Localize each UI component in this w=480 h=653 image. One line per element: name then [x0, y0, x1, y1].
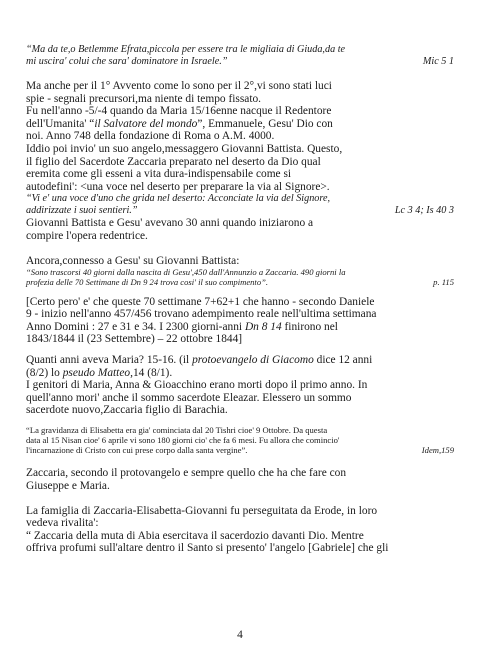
paragraph-baptist	[26, 255, 454, 288]
text-line: La famiglia di Zaccaria-Elisabetta-Giovanni fu perseguitata da Erode, in loro	[26, 504, 378, 517]
quote-reference: p. 115	[433, 277, 454, 288]
text-line: autodefini': <una voce nel deserto per preparare la via al Signore>.	[26, 180, 330, 193]
text-line: 9 - inizio nell'anno 457/456 trovano adempimento reale nell'ultima settimana	[26, 308, 377, 321]
text-line: [Certo pero' e' che queste 70 settimane 7+62+1 che hanno - secondo Daniele	[26, 295, 375, 308]
text-line: offriva profumi sull'altare dentro il Santo si presento' l'angelo [Gabriele] che gli	[26, 542, 389, 555]
paragraph-seventy-weeks	[26, 296, 454, 346]
quote-line	[26, 56, 454, 68]
paragraph-zaccaria	[26, 467, 454, 492]
text-line: Giuseppe e Maria.	[26, 480, 110, 493]
opening-quote	[26, 44, 454, 68]
inline-quote-line: “Vi e' una voce d'uno che grida nel deserto: Acconciate la via del Signore,	[26, 193, 331, 205]
paragraph-elisabetta-quote	[26, 425, 454, 456]
text-line: Zaccaria, secondo il protovangelo e sempre quello che ha che fare con	[26, 467, 347, 480]
text-line: Fu nell'anno -5/-4 quando da Maria 15/16enne nacque il Redentore	[26, 105, 332, 118]
text-run: finirono nel	[284, 320, 338, 333]
text-line: Iddio poi invio' un suo angelo,messaggero Giovanni Battista. Questo,	[26, 142, 343, 155]
quote-line: “Ma da te,o Betlemme Efrata,piccola per essere tra le migliaia di Giuda,da te	[26, 44, 346, 55]
small-quote-line: “Sono trascorsi 40 giorni dalla nascita di Gesu',450 dall'Annunzio a Zaccaria. 490 giorni la	[26, 267, 346, 278]
small-quote-line	[26, 277, 454, 287]
text-line: spie - segnali precursori,ma niente di tempo fissato.	[26, 92, 262, 105]
text-run: ”, Emmanuele, Gesu' Dio con	[197, 117, 333, 130]
quote-reference: Idem,159	[421, 445, 454, 456]
quote-text: l'incarnazione di Cristo con cui prese corpo dalla santa vergine”.	[26, 445, 248, 456]
text-line: Giovanni Battista e Gesu' avevano 30 anni quando iniziarono a	[26, 217, 314, 230]
text-line: il figlio del Sacerdote Zaccaria preparato nel deserto da Dio qual	[26, 155, 321, 168]
text-line: vedeva rivalita':	[26, 517, 99, 530]
quote-reference: Mic 5 1	[422, 56, 454, 67]
text-run: (8/2) lo	[26, 366, 60, 379]
quote-text: mi uscira' colui che sara' dominatore in Israele.”	[26, 56, 228, 67]
paragraph-maria-age	[26, 354, 454, 417]
text-run: Anno Domini : 27 e 31 e 34. I 2300 giorni-anni	[26, 320, 243, 333]
text-line	[26, 367, 454, 380]
text-run: Quanti anni aveva Maria? 15-16. (il	[26, 353, 190, 366]
text-line	[26, 321, 454, 334]
inline-quote-line	[26, 205, 454, 217]
text-line: I genitori di Maria, Anna & Gioacchino erano morti dopo il primo anno. In	[26, 379, 368, 392]
paragraph-advent	[26, 80, 454, 243]
italic-title: il Salvatore del mondo	[94, 117, 198, 130]
text-line: compire l'opera redentrice.	[26, 229, 148, 242]
quote-text: profezia delle 70 Settimane di Dn 9 24 trova cosi' il suo compimento”.	[26, 277, 269, 288]
text-line	[26, 354, 454, 367]
small-text-line	[26, 445, 454, 455]
italic-title: protoevangelo di Giacomo	[192, 353, 314, 366]
text-line: eremita come gli esseni a vita dura-indispensabile come si	[26, 168, 292, 181]
scripture-reference: Dn 8 14	[244, 320, 282, 333]
text-run: 14 (8/1).	[132, 366, 173, 379]
text-line: noi. Anno 748 della fondazione di Roma o A.M. 4000.	[26, 130, 275, 143]
text-line	[26, 118, 454, 131]
paragraph-family	[26, 505, 454, 555]
text-line: 1843/1844 il (23 Settembre) – 22 ottobre 1844]	[26, 333, 243, 346]
page-number: 4	[237, 629, 243, 641]
text-run: dice 12 anni	[316, 353, 373, 366]
text-line: sacerdote nuovo,Zaccaria figlio di Barachia.	[26, 404, 228, 417]
quote-text: addirizzate i suoi sentieri.”	[26, 205, 138, 217]
quote-reference: Lc 3 4; Is 40 3	[394, 205, 454, 217]
text-line: Ma anche per il 1° Avvento come lo sono per il 2°,vi sono stati luci	[26, 80, 332, 92]
small-text-line: “La gravidanza di Elisabetta era gia' cominciata dal 20 Tishri cioe' 9 Ottobre. Da questa	[26, 424, 328, 435]
text-line: Ancora,connesso a Gesu' su Giovanni Battista:	[26, 254, 240, 267]
small-text-line: data al 15 Nisan cioe' 6 aprile vi sono 180 giorni cio' che fa 6 mesi. Fu allora che comincio'	[26, 435, 340, 446]
text-line: quell'anno mori' anche il sommo sacerdote Eleazar. Elessero un sommo	[26, 391, 352, 404]
text-line: “ Zaccaria della muta di Abia esercitava il sacerdozio davanti Dio. Mentre	[26, 529, 364, 542]
italic-title: pseudo Matteo,	[62, 366, 133, 379]
text-run: dell'Umanita' “	[26, 117, 95, 130]
